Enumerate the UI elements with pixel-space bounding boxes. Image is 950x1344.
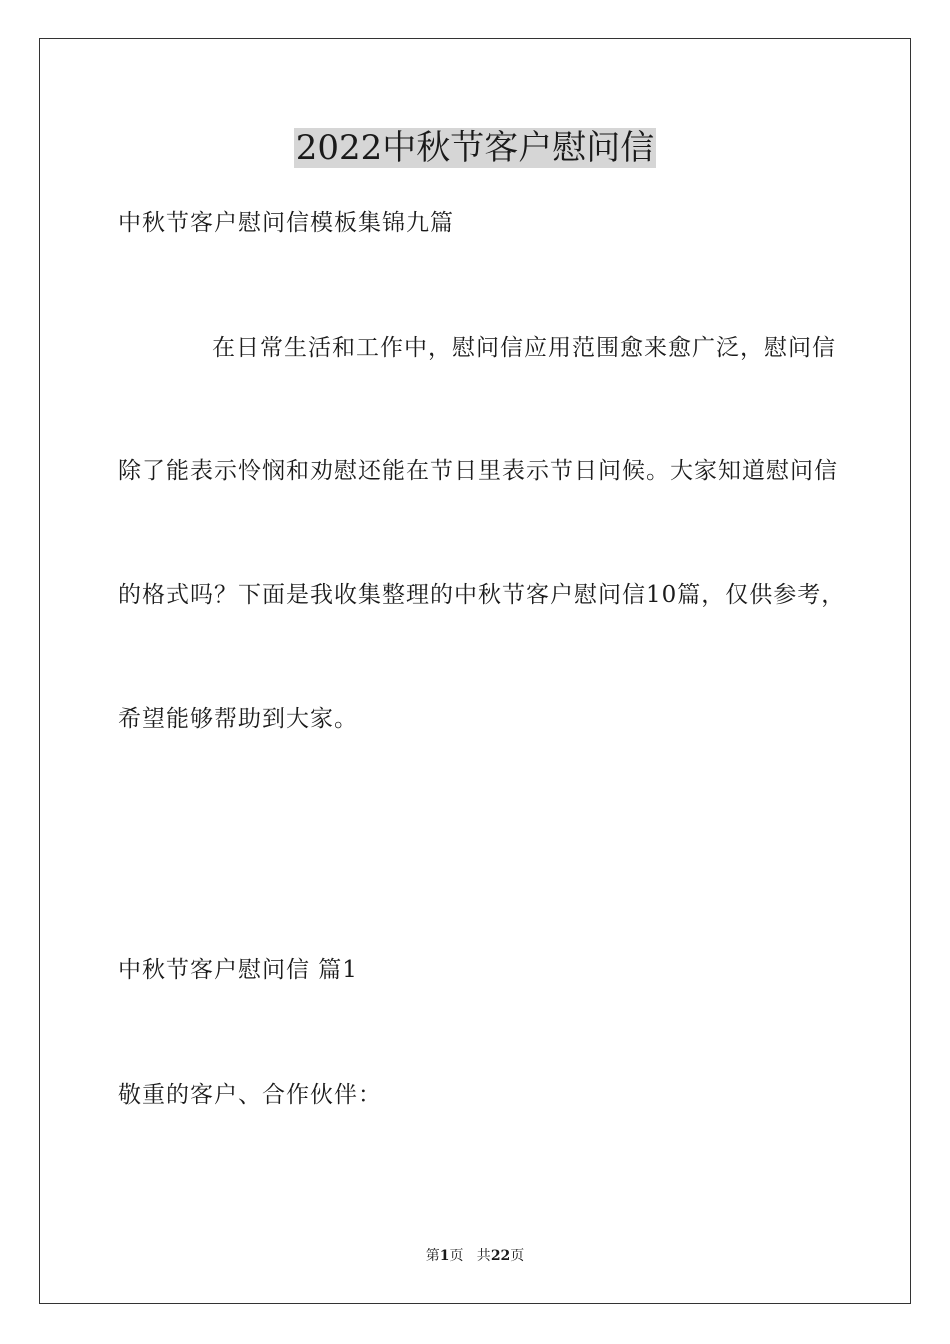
footer-page-suffix: 页 共 [449,1248,491,1264]
intro-line-2: 除了能表示怜悯和劝慰还能在节日里表示节日问候。大家知道慰问信 [118,458,838,484]
intro-line-1: 在日常生活和工作中，慰问信应用范围愈来愈广泛，慰问信 [212,335,836,361]
document-title [0,126,950,170]
section-heading: 中秋节客户慰问信 篇1 [118,957,358,983]
intro-line-3: 的格式吗？下面是我收集整理的中秋节客户慰问信10篇，仅供参考， [118,582,846,608]
footer-total-pages: 22 [490,1248,511,1264]
footer-page-prefix: 第 [425,1248,440,1264]
salutation: 敬重的客户、合作伙伴： [118,1082,382,1108]
document-subtitle: 中秋节客户慰问信模板集锦九篇 [118,210,454,236]
document-title-text: 2022中秋节客户慰问信 [295,128,655,168]
footer-page-number: 1 [439,1248,450,1264]
intro-line-4: 希望能够帮助到大家。 [118,706,358,732]
page-footer [0,1246,950,1266]
footer-total-suffix: 页 [510,1248,525,1264]
